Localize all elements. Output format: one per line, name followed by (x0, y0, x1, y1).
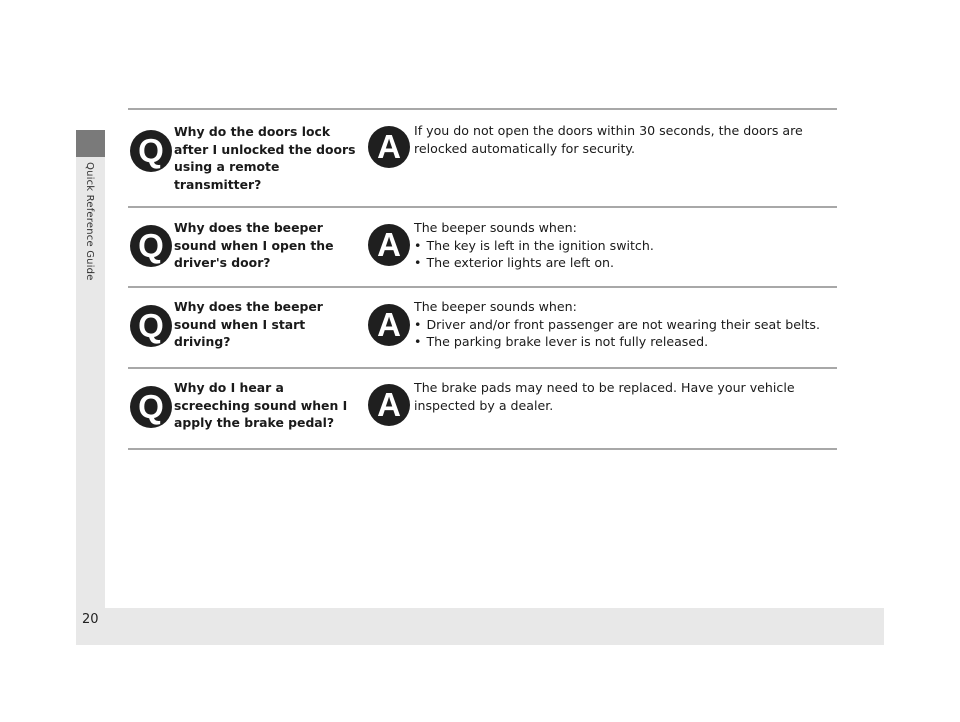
question-text: Why do I hear a screeching sound when I apply the brake pedal? (174, 380, 348, 431)
question-text: Why does the beeper sound when I open the driver's door? (174, 220, 334, 271)
answer-bullet: • The exterior lights are left on. (414, 254, 834, 272)
answer-line: The beeper sounds when: (414, 299, 577, 314)
question-badge: Q (130, 305, 172, 347)
answer-bullet: • Driver and/or front passenger are not wearing their seat belts. (414, 316, 834, 334)
question-badge: Q (130, 130, 172, 172)
side-tab-marker (76, 130, 105, 157)
answer-line: The brake pads may need to be replaced. Have your vehicle inspected by a dealer. (414, 380, 795, 413)
answer-text (414, 122, 834, 157)
answer-text (414, 379, 834, 414)
qa-list (128, 108, 837, 450)
answer-line: If you do not open the doors within 30 seconds, the doors are relocked automatically for security. (414, 123, 803, 156)
answer-badge: A (368, 126, 410, 168)
section-label: Quick Reference Guide (84, 162, 95, 281)
qa-item (128, 369, 837, 448)
answer-line: The beeper sounds when: (414, 220, 577, 235)
question-text: Why does the beeper sound when I start driving? (174, 299, 323, 350)
qa-item (128, 110, 837, 206)
question-text: Why do the doors lock after I unlocked the doors using a remote transmitter? (174, 124, 356, 193)
question-badge: Q (130, 386, 172, 428)
question-badge: Q (130, 225, 172, 267)
answer-text (414, 219, 834, 272)
answer-text (414, 298, 834, 351)
answer-bullet: • The parking brake lever is not fully released. (414, 333, 834, 351)
qa-item (128, 288, 837, 367)
answer-badge: A (368, 304, 410, 346)
answer-bullet: • The key is left in the ignition switch. (414, 237, 834, 255)
answer-badge: A (368, 224, 410, 266)
divider (128, 448, 837, 450)
answer-badge: A (368, 384, 410, 426)
qa-item (128, 208, 837, 286)
page-number: 20 (82, 612, 99, 627)
